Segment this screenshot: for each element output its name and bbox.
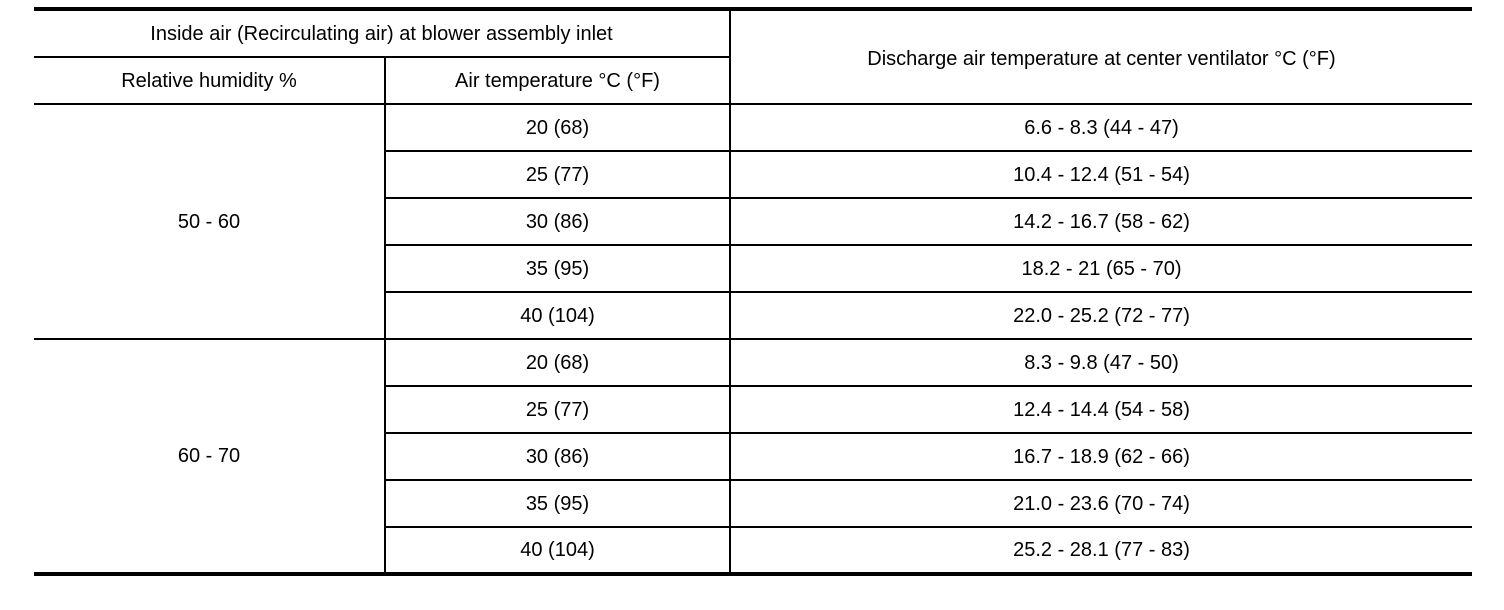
humidity-cell: 60 - 70 bbox=[34, 339, 385, 574]
discharge-temp-cell: 8.3 - 9.8 (47 - 50) bbox=[730, 339, 1472, 386]
table-row bbox=[34, 339, 1472, 386]
spec-table bbox=[34, 7, 1472, 576]
discharge-temp-cell: 21.0 - 23.6 (70 - 74) bbox=[730, 480, 1472, 527]
humidity-cell: 50 - 60 bbox=[34, 104, 385, 339]
discharge-temp-cell: 18.2 - 21 (65 - 70) bbox=[730, 245, 1472, 292]
air-temp-cell: 30 (86) bbox=[385, 433, 730, 480]
air-temp-cell: 25 (77) bbox=[385, 151, 730, 198]
air-temp-cell: 40 (104) bbox=[385, 292, 730, 339]
discharge-temp-header: Discharge air temperature at center ventilator °C (°F) bbox=[730, 9, 1472, 104]
discharge-temp-cell: 10.4 - 12.4 (51 - 54) bbox=[730, 151, 1472, 198]
discharge-temp-cell: 12.4 - 14.4 (54 - 58) bbox=[730, 386, 1472, 433]
air-temp-cell: 40 (104) bbox=[385, 527, 730, 574]
inside-air-group-header: Inside air (Recirculating air) at blower assembly inlet bbox=[34, 9, 730, 57]
air-temp-cell: 35 (95) bbox=[385, 480, 730, 527]
discharge-temp-cell: 22.0 - 25.2 (72 - 77) bbox=[730, 292, 1472, 339]
table-header bbox=[34, 9, 1472, 104]
header-row-1 bbox=[34, 9, 1472, 57]
air-temp-cell: 30 (86) bbox=[385, 198, 730, 245]
air-temp-cell: 25 (77) bbox=[385, 386, 730, 433]
air-temp-cell: 20 (68) bbox=[385, 339, 730, 386]
discharge-temp-cell: 16.7 - 18.9 (62 - 66) bbox=[730, 433, 1472, 480]
air-temp-cell: 35 (95) bbox=[385, 245, 730, 292]
air-temp-cell: 20 (68) bbox=[385, 104, 730, 151]
table-row bbox=[34, 104, 1472, 151]
relative-humidity-header: Relative humidity % bbox=[34, 57, 385, 104]
discharge-temp-cell: 25.2 - 28.1 (77 - 83) bbox=[730, 527, 1472, 574]
discharge-temp-cell: 6.6 - 8.3 (44 - 47) bbox=[730, 104, 1472, 151]
air-temperature-header: Air temperature °C (°F) bbox=[385, 57, 730, 104]
discharge-temp-cell: 14.2 - 16.7 (58 - 62) bbox=[730, 198, 1472, 245]
table-body bbox=[34, 104, 1472, 574]
